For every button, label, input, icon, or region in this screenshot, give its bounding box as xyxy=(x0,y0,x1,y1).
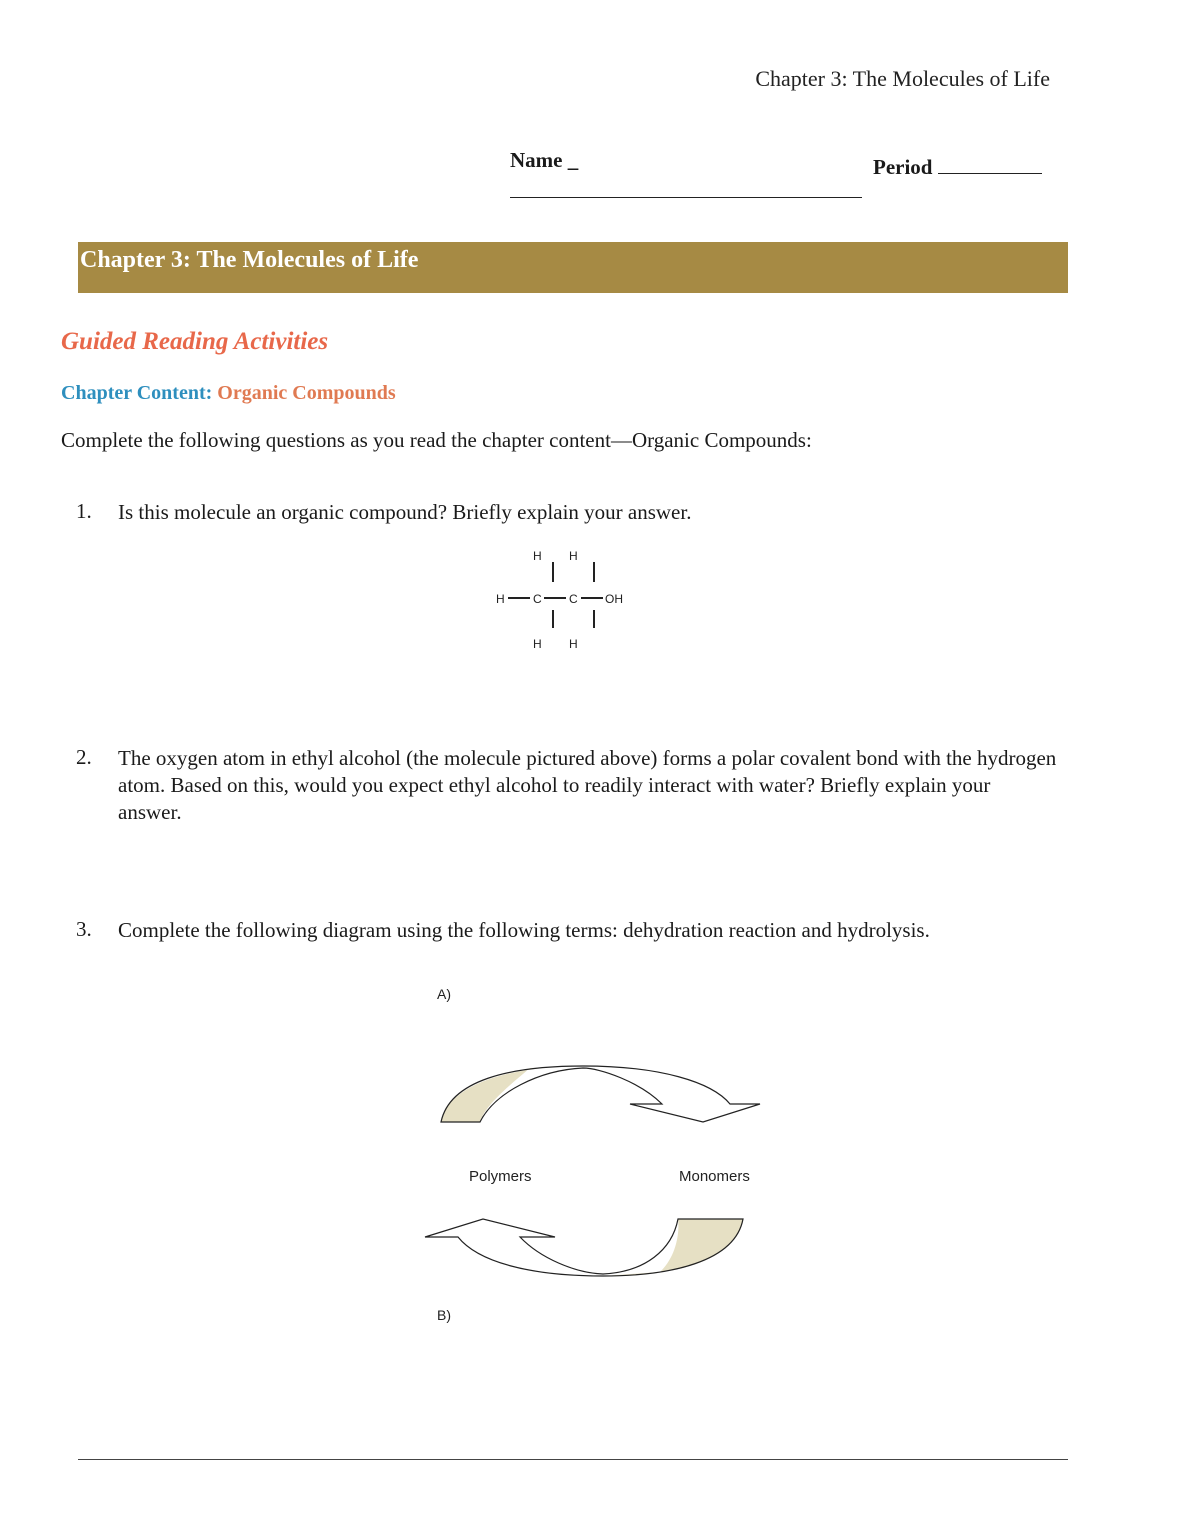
atom-c: C xyxy=(569,592,578,606)
question-number: 3. xyxy=(76,917,92,941)
atom-h: H xyxy=(533,549,542,563)
page-subtitle: Guided Reading Activities xyxy=(61,328,329,355)
atom-h: H xyxy=(533,637,542,651)
question-text: The oxygen atom in ethyl alcohol (the molecule pictured above) forms a polar covalent bond with the hydrogen atom. Based on this, would you expect ethyl alcohol to readily interact with water? Briefly explain your answer. xyxy=(118,746,1057,824)
section-label: Chapter Content: xyxy=(61,382,213,404)
top-arrow-shaded-part xyxy=(441,1066,583,1122)
running-header: Chapter 3: The Molecules of Life xyxy=(755,66,1050,91)
atom-h: H xyxy=(496,592,505,606)
atom-h: H xyxy=(569,549,578,563)
polymers-label: Polymers xyxy=(469,1168,532,1185)
intro-text: Complete the following questions as you read the chapter content—Organic Compounds: xyxy=(61,428,812,452)
atom-h: H xyxy=(569,637,578,651)
section-value: Organic Compounds xyxy=(217,382,396,404)
period-label: Period xyxy=(873,155,933,179)
bottom-arrow-shaded-part xyxy=(603,1219,743,1276)
atom-c: C xyxy=(533,592,542,606)
banner-title: Chapter 3: The Molecules of Life xyxy=(80,247,419,273)
label-b: B) xyxy=(437,1307,451,1323)
monomers-label: Monomers xyxy=(679,1168,750,1185)
question-text: Complete the following diagram using the following terms: dehydration reaction and hydrolysis. xyxy=(118,918,930,942)
atom-oh: OH xyxy=(605,592,623,606)
question-number: 2. xyxy=(76,745,92,769)
question-text: Is this molecule an organic compound? Briefly explain your answer. xyxy=(118,500,692,524)
name-label: Name _ xyxy=(510,148,579,172)
question-number: 1. xyxy=(76,499,92,523)
footer-divider xyxy=(78,1459,1068,1460)
label-a: A) xyxy=(437,986,451,1002)
